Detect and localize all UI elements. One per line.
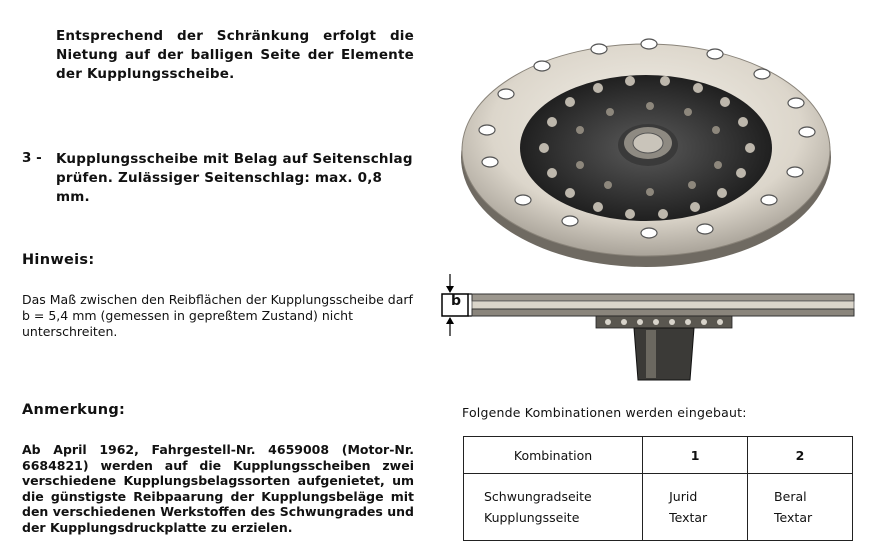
col-1-cell [643,474,748,541]
table-header-row [464,437,853,474]
hinweis-heading: Hinweis: [22,252,95,268]
combination-table [463,436,853,541]
row-labels-cell [464,474,643,541]
clutch-disc-photo [460,30,860,280]
header-kombination: Kombination [464,437,643,474]
col-2-value-b: Textar [774,510,813,525]
col-1-value-a: Jurid [669,489,698,504]
anmerkung-text: Ab April 1962, Fahrgestell-Nr. 4659008 (Motor-Nr. 6684821) werden auf die Kupplungsscheiben zwei verschiedene Kupplungsbelagssorten aufgenietet, um die günstigste Reibpaarung der Kupplungsbeläge mit den verschiedenen Werkstoffen des Schwungrades und der Kupplungsdruckplatte zu erzielen. [22,442,414,535]
dimension-b-label: b [450,293,462,309]
clutch-disc-side-view [438,270,858,385]
step-text: Kupplungsscheibe mit Belag auf Seitenschlag prüfen. Zulässiger Seitenschlag: max. 0,8 mm. [56,151,413,205]
col-2-cell [748,474,853,541]
header-col-1: 1 [643,437,748,474]
header-col-2: 2 [748,437,853,474]
step-number: 3 - [22,150,42,166]
hinweis-text: Das Maß zwischen den Reibflächen der Kupplungsscheibe darf b = 5,4 mm (gemessen in gepreßtem Zustand) nicht unterschreiten. [22,292,413,339]
table-body-row [464,474,853,541]
col-1-value-b: Textar [669,510,708,525]
col-2-value-a: Beral [774,489,807,504]
table-caption: Folgende Kombinationen werden eingebaut: [462,405,747,420]
intro-paragraph: Entsprechend der Schränkung erfolgt die Nietung auf der balligen Seite der Elemente der Kupplungsscheibe. [56,28,414,82]
label-schwungradseite: Schwungradseite [484,489,592,504]
label-kupplungsseite: Kupplungsseite [484,510,580,525]
anmerkung-heading: Anmerkung: [22,402,126,418]
